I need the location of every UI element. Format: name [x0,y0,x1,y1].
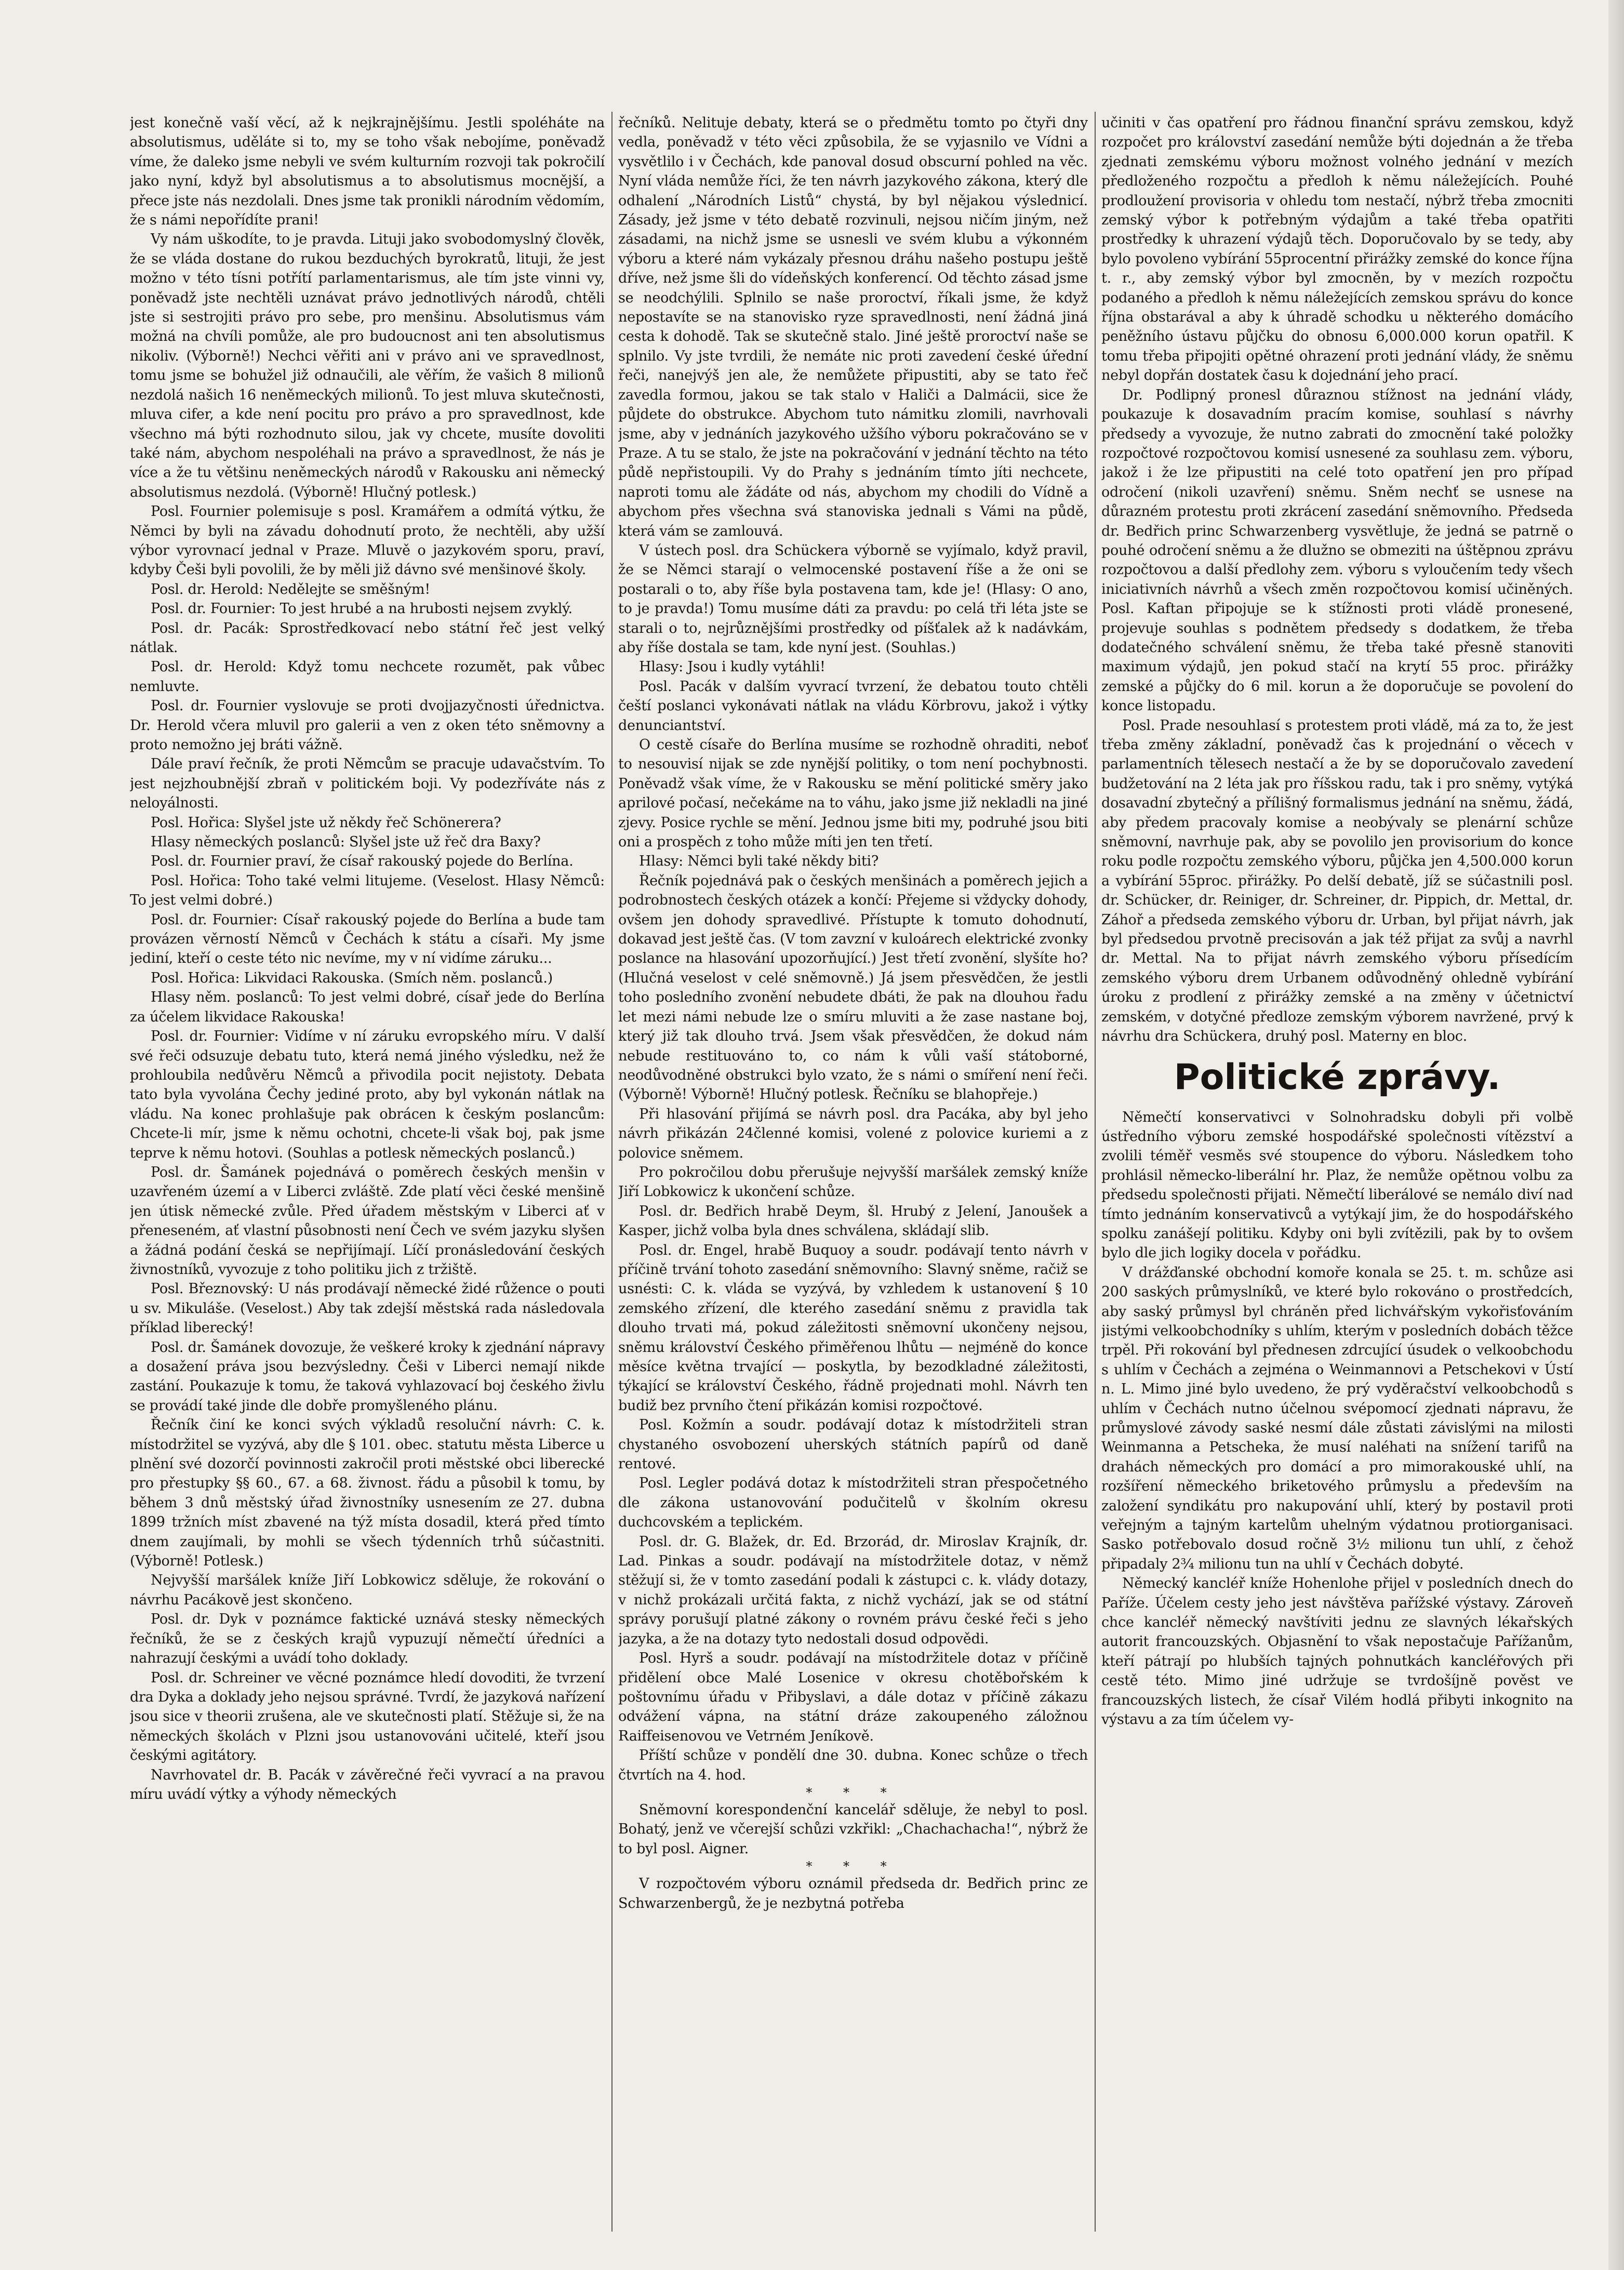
paragraph: Posl. dr. Fournier vyslovuje se proti dvojjazyčnosti úřednictva. Dr. Herold včera mluvil pro galerii a ven z oken této sněmovny a proto nemožno jej bráti vážně. [130,698,605,753]
paragraph: Posl. Kožmín a soudr. podávají dotaz k místodržiteli stran chystaného osvobození uherských státních papírů od daně rentové. [618,1417,1088,1472]
paragraph: Posl. Hořica: Slyšel jste už někdy řeč Schönerera? [151,814,501,831]
paragraph: Posl. Hořica: Toho také velmi litujeme. (Veselost. Hlasy Němců: To jest velmi dobré.) [130,872,605,909]
paragraph: Posl. dr. Šamánek dovozuje, že veškeré kroky k zjednání nápravy a dosažení práva jsou bezvýsledny. Češi v Liberci nemají nikde zastání. Poukazuje k tomu, že taková vyhlazovací boj českého živlu se provádí také jinde dle dobře promyšleného plánu. [130,1339,605,1414]
paragraph: Posl. Hořica: Likvidaci Rakouska. (Smích něm. poslanců.) [151,970,553,986]
paragraph: Posl. Pacák v dalším vyvrací tvrzení, že debatou touto chtěli čeští poslanci vykonávati nátlak na vládu Körbrovu, jakož i výtky denunciantství. [618,678,1088,734]
paragraph: Posl. dr. G. Blažek, dr. Ed. Brzorád, dr. Miroslav Krajník, dr. Lad. Pinkas a soudr. podávají na místodržitele dotaz, v němž stěžují si, že v tomto zasedání podali k zástupci c. k. vlády dotazy, v nichž prokázali určitá fakta, z nichž vychází, jak se od státní správy porušují platné zákony o rovném právu české řeči s jeho jazyka, a že na dotazy tyto nedostali dosud odpovědi. [618,1533,1088,1647]
paragraph: Posl. dr. Šamánek pojednává o poměrech českých menšin v uzavřeném území a v Liberci zvláště. Zde platí věci české menšině jen útisk německé zvůle. Před úřadem městským v Liberci ať v přeneseném, ať vlastní působnosti není Čech ve svém jazyku slyšen a žádná podání česká se nepřijímají. Líčí pronásledování českých živnostníků, vyvozuje z toho politiku jich z tržiště. [130,1164,605,1278]
paragraph: V ústech posl. dra Schückera výborně se vyjímalo, když pravil, že se Němci starají o velmocenské postavení říše a že oni se postarali o to, aby říše byla postavena tam, kde je! (Hlasy: O ano, to je pravda!) Tomu musíme dáti za pravdu: po celá tři léta jste se starali o to, nejrůznějšími prostředky od píšťalek až k nadávkám, aby říše dostala se tam, kde nyní jest. (Souhlas.) [618,542,1088,656]
column-rule-left [611,112,613,2232]
paragraph: Dr. Podlipný pronesl důraznou stížnost na jednání vlády, poukazuje k dosavadním pracím komise, souhlasí s návrhy předsedy a vyvozuje, že nutno zabrati do zmocnění také položky rozpočtové rozpočtovou komisí usnesené za souhlasu zem. výboru, jakož i že lze připustiti na celé toto opatření jen pro případ odročení (nikoli uzavření) sněmu. Sněm nechť se usnese na důrazném protestu proti zkrácení zasedání sněmovního. Předseda dr. Bedřich princ Schwarzenberg vysvětluje, že jedná se patrně o pouhé odročení sněmu a že dlužno se obmeziti na úštěpnou zprávu rozpočtovou a další předlohy zem. výboru s vyloučením tedy všech iniciativních návrhů a všech změn rozpočtovou komisí učiněných. Posl. Kaftan připojuje se k stížnosti proti vládě pronesené, projevuje souhlas s podnětem předsedy s dodatkem, že třeba dodatečného schválení sněmu, že třeba také přesně stanoviti maximum výdajů, jen pokud stačí na krytí 55 proc. přirážky zemské a půjčky do 6 mil. korun a že doporučuje se povolení do konce listopadu. [1101,387,1573,714]
section-heading: Politické zprávy. [1174,1056,1501,1098]
paragraph: Posl. dr. Fournier: To jest hrubé a na hrubosti nejsem zvyklý. [151,601,573,617]
column-3 [1101,113,1573,2236]
section-divider: * * * [806,1785,900,1800]
paragraph: Posl. dr. Herold: Nedělejte se směšným! [151,581,430,598]
paragraph: Hlasy něm. poslanců: To jest velmi dobré, císař jede do Berlína za účelem likvidace Rakouska! [130,989,605,1025]
paragraph: Posl. dr. Pacák: Sprostředkovací nebo státní řeč jest velký nátlak. [130,620,605,656]
column-1 [130,113,605,2236]
paragraph: Posl. dr. Fournier: Císař rakouský pojede do Berlína a bude tam provázen věrností Němců v Čechách k státu a císaři. My jsme jediní, kteří o ceste této nic nevíme, my v ní vidíme záruku... [130,911,605,967]
paragraph: jest konečně vaší věcí, až k nejkrajnějšímu. Jestli spoléháte na absolutismus, uděláte si to, my se toho však nebojíme, poněvadž víme, že daleko jsme nebyli ve svém kulturním rozvoji tak pokročilí jako nyní, když byl absolutismus a to absolutismus mocnější, a přece jste nás nezdolali. Dnes jsme tak pronikli národním vědomím, že s námi nepořídíte prani! [130,115,605,229]
paragraph: Německý kancléř kníže Hohenlohe přijel v posledních dnech do Paříže. Účelem cesty jeho jest návštěva pařížské výstavy. Zároveň chce kancléř německý navštíviti jednu ze slavných lékařských autorit francouzských. Objasnění to však nepostačuje Pařížanům, kteří pátrají po hlubších tajných pohnutkách kancléřových při cestě této. Mimo jiné udržuje se tvrdošíjně pověst ve francouzských listech, že císař Vilém hodlá přibyti inkognito na výstavu a za tím účelem vy- [1101,1575,1573,1728]
paragraph: Posl. Legler podává dotaz k místodržiteli stran přespočetného dle zákona ustanovování podučitelů v školním okresu duchcovském a teplickém. [618,1475,1088,1531]
paragraph: Hlasy: Jsou i kudly vytáhli! [639,659,826,675]
paragraph: Posl. dr. Fournier: Vidíme v ní záruku evropského míru. V další své řeči odsuzuje debatu tuto, která nemá jiného výsledku, než že prohloubila nedůvěru Němců a přivodila pocit nejistoty. Debata tato byla vyvolána Čechy jediné proto, aby byl vykonán nátlak na vládu. Na konec prohlašuje pak obrácen k českým poslancům: Chcete-li mír, jsme k němu ochotni, chcete-li však boj, pak jsme teprve k němu hotovi. (Souhlas a potlesk německých poslanců.) [130,1028,605,1161]
column-rule-right [1095,112,1096,2232]
paragraph: Posl. dr. Dyk v poznámce faktické uznává stesky německých řečníků, že se z českých krajů vypuzují němečtí úředníci a nahrazují českými a uvádí toho doklady. [130,1611,605,1667]
paragraph: Pro pokročilou dobu přerušuje nejvyšší maršálek zemský kníže Jiří Lobkowicz k ukončení schůze. [618,1164,1088,1200]
paragraph: Posl. dr. Herold: Když tomu nechcete rozumět, pak vůbec nemluvte. [130,659,605,695]
section-divider: * * * [806,1859,900,1874]
paragraph: Sněmovní korespondenční kancelář sděluje, že nebyl to posl. Bohatý, jenž ve včerejší schůzi vzkřikl: „Chachachacha!“, nýbrž že to byl posl. Aigner. [618,1801,1088,1857]
paragraph: Posl. dr. Schreiner ve věcné poznámce hledí dovoditi, že tvrzení dra Dyka a doklady jeho nejsou správné. Tvrdí, že jazyková nařízení jsou sice v theorii zrušena, ale ve skutečnosti platí. Stěžuje si, že na německých školách v Plzni jsou ustanovováni učitelé, kteří jsou českými agitátory. [130,1669,605,1764]
paragraph: Při hlasování přijímá se návrh posl. dra Pacáka, aby byl jeho návrh přikázán 24členné komisi, volené z polovice kuriemi a z polovice sněmem. [618,1106,1088,1161]
paragraph: Posl. dr. Engel, hrabě Buquoy a soudr. podávají tento návrh v příčině trvání tohoto zasedání sněmovního: Slavný sněme, račiž se usnésti: C. k. vláda se vyzývá, by vzhledem k ustanovení § 10 zemského zřízení, dle kterého zasedání sněmu z pravidla tak dlouho trvati má, pokud záležitosti sněmovní ukončeny nejsou, sněmu království Českého přiměřenou lhůtu — nejméně do konce měsíce května trvající — poskytla, by bezodkladné záležitosti, týkající se království Českého, řádně projednati mohl. Návrh ten budiž bez prvního čtení přikázán komisi rozpočtové. [618,1242,1088,1414]
paragraph: Posl. dr. Fournier praví, že císař rakouský pojede do Berlína. [151,853,574,870]
paragraph: řečníků. Nelituje debaty, která se o předmětu tomto po čtyři dny vedla, poněvadž v této věci způsobila, že se vyjasnilo ve Vídni a vysvětlilo i v Čechách, kde panoval dosud obscurní pohled na věc. Nyní vláda nemůže říci, že ten návrh jazykového zákona, který dle odhalení „Národních Listů“ chystá, by byl nějakou výslednicí. Zásady, jež jsme v této debatě rozvinuli, nejsou ničím jiným, než zásadami, na nichž jsme se usnesli ve svém klubu a výkonném výboru a které nám vykázaly přesnou dráhu našeho postupu ještě dříve, než jsme šli do vídeňských konferencí. Od těchto zásad jsme se neodchýlili. Splnilo se naše proroctví, říkali jsme, že když nepostavíte se na stanovisko ryze spravedlnosti, není žádná jiná cesta k dohodě. Tak se skutečně stalo. Jiné ještě proroctví naše se splnilo. Vy jste tvrdili, že nemáte nic proti zavedení české úřední řeči, nanejvýš jen ale, že nemůžete připustiti, aby se tato řeč zavedla formou, jakou se tak stalo v Haliči a Dalmácii, sice že půjdete do obstrukce. Abychom tuto námitku zlomili, navrhovali jsme, aby v jednáních jazykového užšího výboru pokračováno se v Praze. A tu se stalo, že jste na pokračování v jednání těchto na této půdě nepřistoupili. Vy do Prahy s jednáním tímto jíti nechcete, naproti tomu ale žádáte od nás, abychom my chodili do Vídně a abychom přes všechna svá stanoviska jednali s Vámi na půdě, která vám se zamlouvá. [618,115,1088,539]
paragraph: Dále praví řečník, že proti Němcům se pracuje udavačstvím. To jest nejzhoubnější zbraň v politickém boji. Vy podezříváte nás z neloyálnosti. [130,756,605,812]
paragraph: Posl. dr. Bedřich hrabě Deym, šl. Hrubý z Jelení, Janoušek a Kasper, jichž volba byla dnes schválena, skládají slib. [618,1203,1088,1239]
paragraph: Němečtí konservativci v Solnohradsku dobyli při volbě ústředního výboru zemské hospodářské společnosti vítězství a zvolili téměř vesměs své stoupence do výboru. Následkem toho prohlásil německo-liberální hr. Plaz, že nemůže opětnou volbu za předsedu společnosti přijati. Němečtí liberálové se nemálo diví nad tímto jednáním konservativců a vytýkají jim, že do hospodářského spolku zanášejí politiku. Kdyby oni byli zvítězili, pak by to ovšem bylo dle jich logiky docela v pořádku. [1101,1109,1573,1262]
paragraph: Příští schůze v pondělí dne 30. dubna. Konec schůze o třech čtvrtích na 4. hod. [618,1747,1088,1783]
paragraph: Hlasy: Němci byli také někdy biti? [639,853,879,870]
paragraph: Posl. Fournier polemisuje s posl. Kramářem a odmítá výtku, že Němci by byli na závadu dohodnutí proto, že nechtěli, aby užší výbor vyrovnací jednal v Praze. Mluvě o jazykovém sporu, praví, kdyby Češi byli povolili, že by měli již dávno své menšinové školy. [130,503,605,578]
paragraph: Posl. Hyrš a soudr. podávají na místodržitele dotaz v příčině přidělení obce Malé Losenice v okresu chotěbořském k poštovnímu úřadu v Přibyslavi, a dále dotaz v příčině zákazu odvážení vápna, na státní dráze zakoupeného záložnou Raiffeisenovou ve Vetrném Jeníkově. [618,1650,1088,1744]
paragraph: Řečník činí ke konci svých výkladů resoluční návrh: C. k. místodržitel se vyzývá, aby dle § 101. obec. statutu města Liberce u plnění své dozorčí povinnosti zakročil proti městské obci liberecké pro přestupky §§ 60., 67. a 68. živnost. řádu a působil k tomu, by během 3 dnů městský úřad živnostníky usnesením ze 27. dubna 1899 tržních míst zbavené na týž místa dosadil, která před tímto dnem zaujímali, by mohli se všech týdenních trhů súčastniti. (Výborně! Potlesk.) [130,1417,605,1570]
paragraph: V drážďanské obchodní komoře konala se 25. t. m. schůze asi 200 saských průmyslníků, ve které bylo rokováno o prostředcích, aby saský průmysl byl chráněn před lichvářským vykořisťováním jistými velkoobchodníky s uhlím, kterým v posledních dobách těžce trpěl. Při rokování byl přednesen zdrcující úsudek o velkoobchodu s uhlím v Čechách a zejména o Weinmannovi a Petschekovi v Ústí n. L. Mimo jiné bylo uvedeno, že prý vyděračství velkoobchodů s uhlím v Čechách nutno účelnou svépomocí zjednati nápravu, že průmyslové závody saské nesmí dále zůstati závislými na milosti Weinmanna a Petscheka, že musí naléhati na snížení tarifů na drahách německých pro domácí a pro mimorakouské uhlí, na rozšíření německého briketového průmyslu a především na založení syndikátu pro nakupování uhlí, který by postavil proti veřejným a tajným kartelům uhelným výdatnou protiorganisaci. Sasko potřebovalo dosud ročně 3½ milionu tun uhlí, z čehož připadaly 2¾ milionu tun na uhlí v Čechách dobyté. [1101,1264,1573,1572]
scan-edge [1608,0,1624,2270]
paragraph: Nejvyšší maršálek kníže Jiří Lobkowicz sděluje, že rokování o návrhu Pacákově jest skončeno. [130,1572,605,1608]
paragraph: V rozpočtovém výboru oznámil předseda dr. Bedřich princ ze Schwarzenbergů, že je nezbytná potřeba [618,1876,1088,1911]
paragraph: Hlasy německých poslanců: Slyšel jste už řeč dra Baxy? [151,834,541,851]
paragraph: Posl. Březnovský: U nás prodávají německé židé růžence o pouti u sv. Mikuláše. (Veselost.) Aby tak zdejší městská rada následovala příklad liberecký! [130,1281,605,1336]
paragraph: O cestě císaře do Berlína musíme se rozhodně ohraditi, neboť to nesouvisí nijak se zde nynější politiky, o tom není pochybnosti. Poněvadž však víme, že v Rakousku se mění politické směry jako aprilové počasí, nečekáme na to váhu, jako jsme již nekladli na jiné zjevy. Posice rychle se mění. Jednou jsme biti my, podruhé jsou biti oni a prospěch z toho může míti jen ten třetí. [618,737,1088,851]
paragraph: učiniti v čas opatření pro řádnou finanční správu zemskou, když rozpočet pro království zasedání nemůže býti dojednán a že třeba zjednati zemskému výboru možnost volného jednání v mezích předloženého rozpočtu a předloh k němu náležejících. Pouhé prodloužení provisoria v ohledu tom nestačí, nýbrž třeba zmocniti zemský výbor k potřebným výdajům a také třeba opatřiti prostředky k uhrazení výdajů těch. Doporučovalo by se tedy, aby bylo povoleno vybírání 55procentní přirážky zemské do konce října t. r., aby zemský výbor byl zmocněn, by v mezích rozpočtu podaného a předloh k němu náležejících zemskou správu do konce října obstarával a aby k úhradě schodku u některého domácího peněžního ústavu půjčku do obnosu 6,000.000 korun opatřil. K tomu třeba připojiti opětné ohrazení proti jednání vlády, že sněmu nebyl dopřán dostatek času k dojednání jeho prací. [1101,115,1573,384]
paragraph: Řečník pojednává pak o českých menšinách a poměrech jejich a podrobnostech českých otázek a končí: Přejeme si vždycky dohody, ovšem jen dohody spravedlivé. Přístupte k tomuto dohodnutí, dokavad jest ještě čas. (V tom zavzní v kuloárech elektrické zvonky poslance na hlasování upozorňující.) Jest třetí zvonění, slyšíte ho? (Hlučná veselost v celé sněmovně.) Já jsem přesvědčen, že jestli toho posledního zvonění nebudete dbáti, že pak na dlouhou řadu let mezi námi nebude lze o smíru mluviti a že zase nastane boj, který již tak dlouho trvá. Jsem však přesvědčen, že dokud nám nebude restituováno to, co nám k vůli vaší státoborné, neodůvodněné obstrukci bylo vzato, že s námi o smíření není řeči. (Výborně! Výborně! Hlučný potlesk. Řečníku se blahopřeje.) [618,872,1088,1103]
paragraph: Navrhovatel dr. B. Pacák v závěrečné řeči vyvrací a na pravou míru uvádí výtky a výhody německých [130,1767,605,1802]
paragraph: Vy nám uškodíte, to je pravda. Lituji jako svobodomyslný člověk, že se vláda dostane do rukou bezduchých byrokratů, lituji, že jest možno v této tísni potřítí parlamentarismus, ale tím jste vinni vy, poněvadž jste nechtěli uznávat právo jednotlivých národů, chtěli jste si sestrojiti právo pro sebe, pro menšinu. Absolutismus vám možná na chvíli pomůže, ale pro budoucnost ani ten absolutismus nikoliv. (Výborně!) Nechci věřiti ani v právo ani ve spravedlnost, tomu jsme se bohužel již odnaučili, ale věřím, že vašich 8 milionů nezdolá našich 16 neněmeckých milionů. To jest mluva skutečnosti, mluva cifer, a kde není pocitu pro právo a pro spravedlnost, kde všechno má býti rozhodnuto silou, jak vy chcete, musíte dovoliti také nám, abychom nespoléhali na právo a spravedlnost, že nás je více a že tu většinu neněmeckých národů v Rakousku ani německý absolutismus nezdolá. (Výborně! Hlučný potlesk.) [130,231,605,500]
paragraph: Posl. Prade nesouhlasí s protestem proti vládě, má za to, že jest třeba změny základní, poněvadž čas k projednání o věcech v parlamentních tělesech nestačí a že by se doporučovalo zavedení budžetování na 2 léta jak pro říšskou radu, tak i pro sněmy, vytýká dosavadní zbytečný a přílišný formalismus jednání na sněmu, žádá, aby předem pracovaly komise a neobývaly se plenární schůze sněmovní, navrhuje pak, aby se povolilo jen provisorium do konce roku podle rozpočtu zemského výboru, půjčka jen 4,500.000 korun a vybírání 55proc. přirážky. Po delší debatě, jíž se súčastnili posl. dr. Schücker, dr. Reiniger, dr. Schreiner, dr. Pippich, dr. Mettal, dr. Záhoř a předseda zemského výboru dr. Urban, byl přijat návrh, jak byl předsedou prvotně precisován a jak též přijat za svůj a navrhl dr. Mettal. Na to přijat návrh zemského výboru přísedícím zemského výboru drem Urbanem odůvodněný ohledně vybírání úroku z prodlení z přirážky zemské a na změny v účetnictví zemském, v dotyčné předloze zemským výborem navržené, prvý k návrhu dra Schückera, druhý posl. Materny en bloc. [1101,717,1573,1045]
column-2 [618,113,1088,2236]
